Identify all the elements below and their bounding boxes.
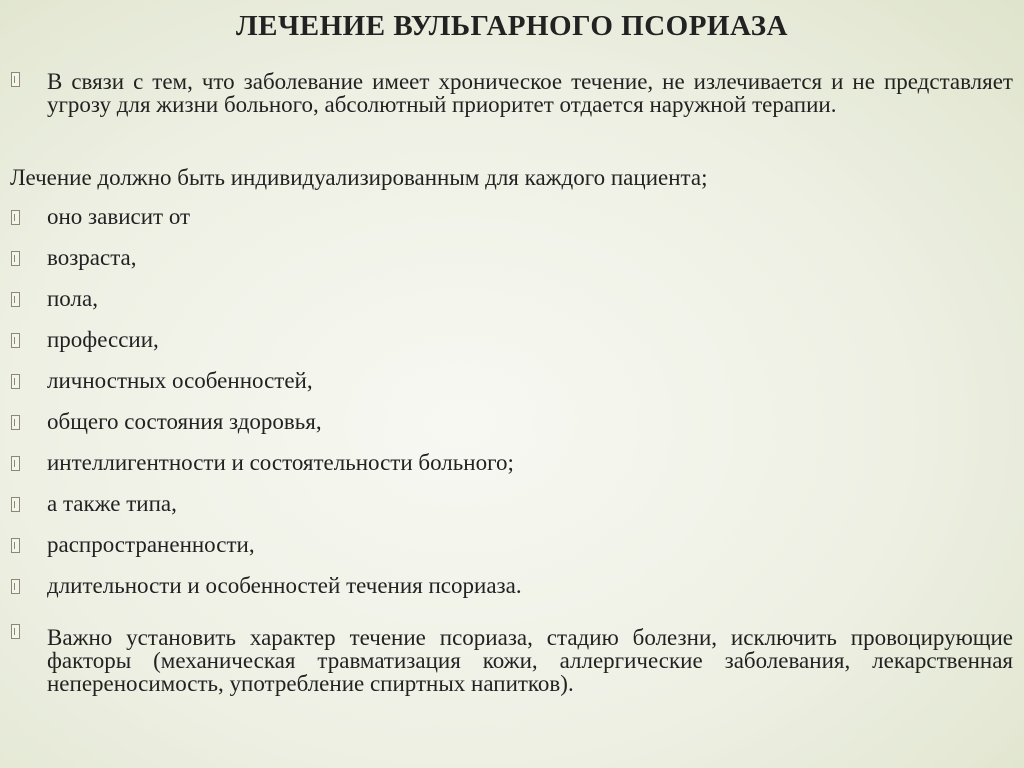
square-bullet-icon	[11, 538, 20, 553]
square-bullet-icon	[11, 624, 20, 639]
square-bullet-icon	[11, 456, 20, 471]
list-item: общего состояния здоровья,	[47, 409, 322, 434]
square-bullet-icon	[11, 210, 20, 225]
statement-text: Лечение должно быть индивидуализированным для каждого пациента;	[10, 165, 708, 190]
square-bullet-icon	[11, 374, 20, 389]
square-bullet-icon	[11, 579, 20, 594]
square-bullet-icon	[11, 251, 20, 266]
list-item: возраста,	[47, 245, 137, 270]
list-item: профессии,	[47, 327, 159, 352]
square-bullet-icon	[11, 415, 20, 430]
list-item: интеллигентности и состоятельности больного;	[47, 450, 514, 475]
square-bullet-icon	[11, 292, 20, 307]
list-item: пола,	[47, 286, 98, 311]
list-item: а также типа,	[47, 491, 177, 516]
list-item: личностных особенностей,	[47, 368, 313, 393]
list-item: распространенности,	[47, 532, 255, 557]
square-bullet-icon	[11, 72, 20, 87]
list-item: оно зависит от	[47, 204, 191, 229]
intro-paragraph: В связи с тем, что заболевание имеет хроническое течение, не излечивается и не представляет угрозу для жизни больного, абсолютный приоритет отдается наружной терапии.	[47, 69, 1013, 117]
square-bullet-icon	[11, 333, 20, 348]
square-bullet-icon	[11, 497, 20, 512]
slide-title: ЛЕЧЕНИЕ ВУЛЬГАРНОГО ПСОРИАЗА	[236, 10, 788, 42]
conclusion-paragraph: Важно установить характер течение псориаза, стадию болезни, исключить провоцирующие факторы (механическая травматизация кожи, аллергические заболевания, лекарственная непереносимость, употребление спиртных напитков).	[47, 625, 1013, 696]
list-item: длительности и особенностей течения псориаза.	[47, 573, 522, 598]
